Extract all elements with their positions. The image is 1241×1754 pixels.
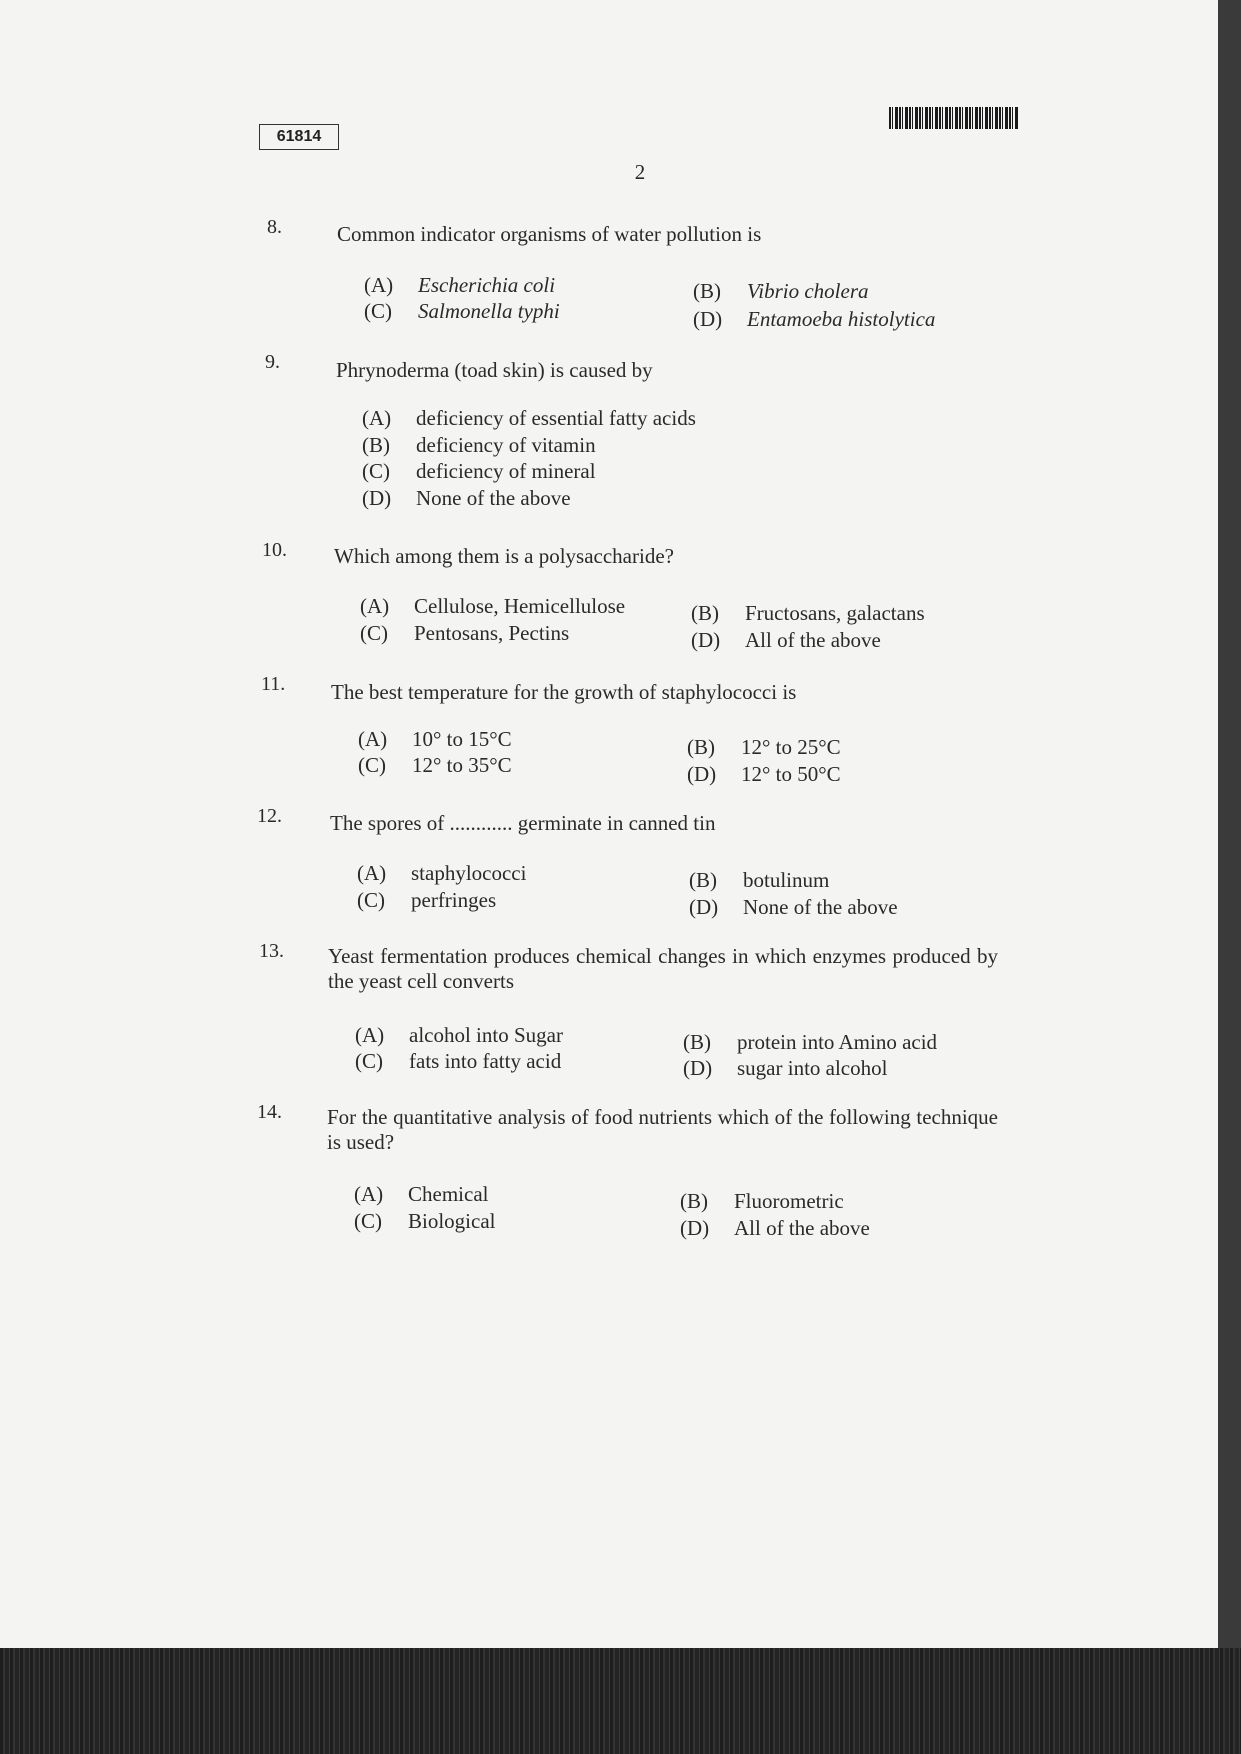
question-text: For the quantitative analysis of food nutrients which of the following technique is used? xyxy=(327,1105,998,1154)
question-text: The spores of ............ germinate in canned tin xyxy=(330,811,716,835)
option-a: (A) Escherichia coli xyxy=(364,273,556,297)
scan-border xyxy=(0,1648,1241,1754)
question-text: Common indicator organisms of water pollution is xyxy=(337,222,762,246)
option-b: (B) botulinum xyxy=(689,868,830,892)
question-text: Phrynoderma (toad skin) is caused by xyxy=(336,358,653,382)
option-d: (D) 12° to 50°C xyxy=(687,762,841,786)
option-a: (A) deficiency of essential fatty acids xyxy=(362,406,696,430)
option-d: (D) All of the above xyxy=(680,1216,870,1240)
option-c: (C) perfringes xyxy=(357,888,497,912)
question-number: 10. xyxy=(262,539,287,561)
paper-code-box: 61814 xyxy=(259,124,339,150)
option-c: (C) Salmonella typhi xyxy=(364,299,560,323)
barcode-icon xyxy=(889,107,1019,129)
option-d: (D) All of the above xyxy=(691,628,881,652)
page-number: 2 xyxy=(634,160,646,184)
option-d: (D) None of the above xyxy=(689,895,898,919)
option-b: (B) Vibrio cholera xyxy=(693,279,869,303)
option-c: (C) Pentosans, Pectins xyxy=(360,621,570,645)
option-a: (A) alcohol into Sugar xyxy=(355,1023,563,1047)
question-text: Which among them is a polysaccharide? xyxy=(334,544,674,568)
option-a: (A) 10° to 15°C xyxy=(358,727,512,751)
option-b: (B) Fructosans, galactans xyxy=(691,601,925,625)
question-number: 9. xyxy=(265,351,280,373)
question-number: 11. xyxy=(261,673,286,695)
question-text: The best temperature for the growth of staphylococci is xyxy=(331,680,797,704)
scan-edge xyxy=(1218,0,1241,1648)
question-number: 8. xyxy=(267,216,282,238)
option-a: (A) staphylococci xyxy=(357,861,527,885)
option-c: (C) Biological xyxy=(354,1209,496,1233)
option-b: (B) 12° to 25°C xyxy=(687,735,841,759)
option-d: (D) None of the above xyxy=(362,486,571,510)
option-d: (D) Entamoeba histolytica xyxy=(693,307,936,331)
option-c: (C) 12° to 35°C xyxy=(358,753,512,777)
question-number: 13. xyxy=(259,940,284,962)
option-b: (B) protein into Amino acid xyxy=(683,1030,938,1054)
option-a: (A) Cellulose, Hemicellulose xyxy=(360,594,626,618)
question-number: 14. xyxy=(257,1101,282,1123)
option-b: (B) Fluorometric xyxy=(680,1189,844,1213)
option-d: (D) sugar into alcohol xyxy=(683,1056,888,1080)
question-number: 12. xyxy=(257,805,282,827)
option-a: (A) Chemical xyxy=(354,1182,489,1206)
option-b: (B) deficiency of vitamin xyxy=(362,433,596,457)
question-text: Yeast fermentation produces chemical changes in which enzymes produced by the yeast cell converts xyxy=(328,944,998,993)
option-c: (C) fats into fatty acid xyxy=(355,1049,562,1073)
option-c: (C) deficiency of mineral xyxy=(362,459,596,483)
